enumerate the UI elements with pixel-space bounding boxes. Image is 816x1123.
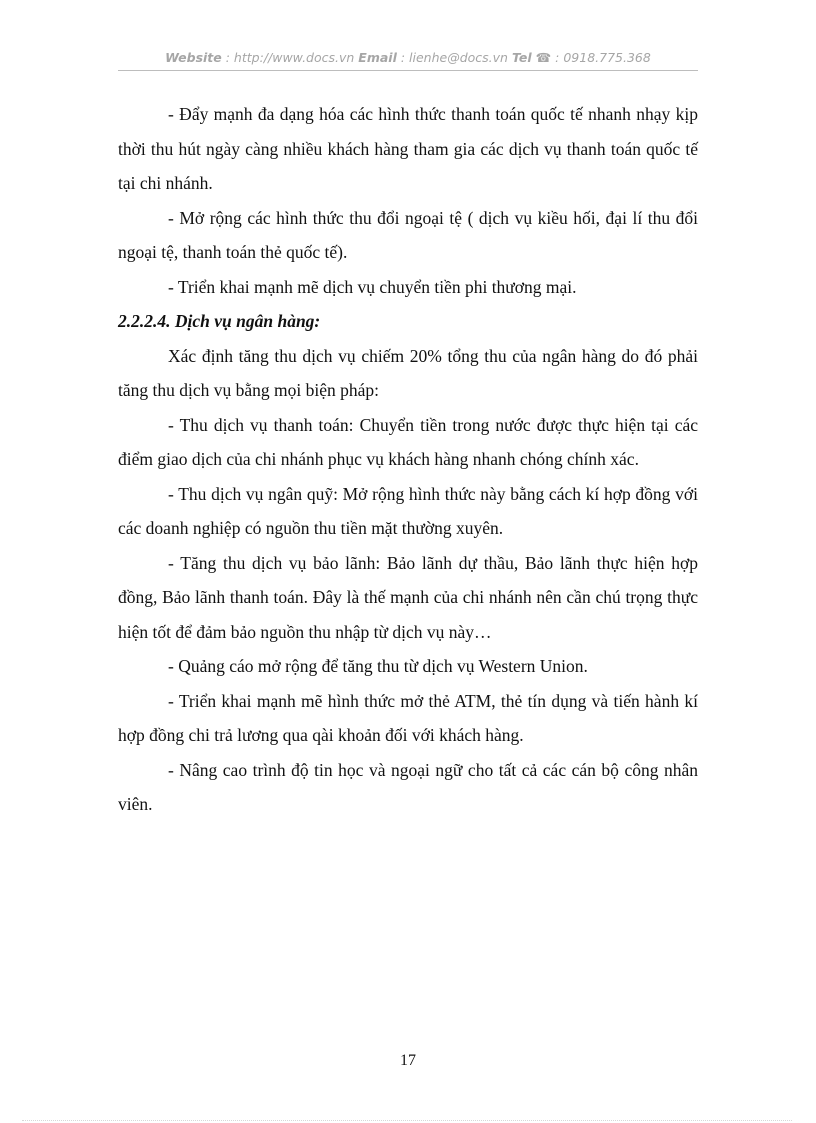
paragraph: - Nâng cao trình độ tin học và ngoại ngữ cho tất cả các cán bộ công nhân viên. — [118, 759, 698, 814]
email-value: : lienhe@docs.vn — [396, 50, 512, 65]
paragraph: - Triển khai mạnh mẽ dịch vụ chuyển tiền phi thương mại. — [168, 276, 577, 297]
paragraph: - Đẩy mạnh đa dạng hóa các hình thức thanh toán quốc tế nhanh nhạy kịp thời thu hút ngày càng nhiều khách hàng tham gia các dịch vụ thanh toán quốc tế tại chi nhánh. — [118, 104, 698, 193]
page-header — [118, 50, 698, 65]
paragraph: - Thu dịch vụ ngân quỹ: Mở rộng hình thức này bằng cách kí hợp đồng với các doanh nghiệp có nguồn thu tiền mặt thường xuyên. — [118, 483, 698, 538]
header-rule — [118, 70, 698, 71]
paragraph: - Quảng cáo mở rộng để tăng thu từ dịch vụ Western Union. — [168, 656, 588, 676]
tel-value: ☎ : 0918.775.368 — [531, 50, 651, 65]
footer-rule — [22, 1120, 792, 1121]
page-body — [118, 97, 698, 822]
tel-label: Tel — [511, 50, 532, 65]
paragraph: - Triển khai mạnh mẽ hình thức mở thẻ ATM, thẻ tín dụng và tiến hành kí hợp đồng chi trả lương qua qài khoản đối với khách hàng. — [118, 690, 698, 745]
website-value: : http://www.docs.vn — [221, 50, 359, 65]
paragraph: - Thu dịch vụ thanh toán: Chuyển tiền trong nước được thực hiện tại các điểm giao dịch của chi nhánh phục vụ khách hàng nhanh chóng chính xác. — [118, 414, 698, 469]
section-heading: 2.2.2.4. Dịch vụ ngân hàng: — [118, 311, 321, 331]
website-label: Website — [165, 50, 222, 65]
email-label: Email — [358, 50, 397, 65]
paragraph: Xác định tăng thu dịch vụ chiếm 20% tổng thu của ngân hàng do đó phải tăng thu dịch vụ bằng mọi biện pháp: — [118, 345, 698, 400]
paragraph: - Tăng thu dịch vụ bảo lãnh: Bảo lãnh dự thầu, Bảo lãnh thực hiện hợp đồng, Bảo lãnh thanh toán. Đây là thế mạnh của chi nhánh nên cần chú trọng thực hiện tốt để đảm bảo nguồn thu nhập từ dịch vụ này… — [118, 552, 698, 642]
paragraph: - Mở rộng các hình thức thu đổi ngoại tệ ( dịch vụ kiều hối, đại lí thu đổi ngoại tệ, thanh toán thẻ quốc tế). — [118, 207, 698, 262]
page-number: 17 — [400, 1052, 416, 1069]
